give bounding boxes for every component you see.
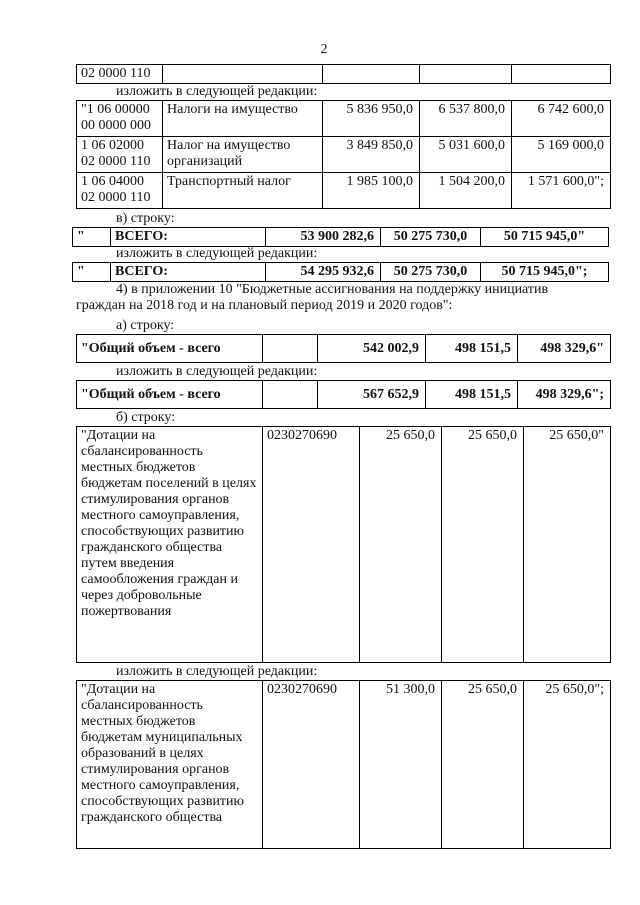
paragraph-line: 4) в приложении 10 "Бюджетные ассигнования на поддержку инициатив [116,282,549,297]
table-row: "1 06 00000 00 0000 000 Налоги на имущество 5 836 950,0 6 537 800,0 6 742 600,0 [77,101,611,137]
instruction-text: изложить в следующей редакции: [116,364,318,379]
table-subsidies-new [76,680,611,849]
table-subsidies-old [76,426,611,663]
table-row: "Дотации на сбалансированность местных бюджетов бюджетам поселений в целях стимулирования органов местного самоуправления, способствующих развитию гражданского общества путем введения самообложения граждан и через добровольные пожертвования 0230270690 25 650,0 25 650,0 25 650,0" [77,427,611,663]
paragraph-line: граждан на 2018 год и на плановый период 2019 и 2020 годов": [76,298,453,313]
table-total-old: " ВСЕГО: 53 900 282,6 50 275 730,0 50 715 945,0" [72,227,609,247]
instruction-text: в) строку: [116,211,175,226]
instruction-text: изложить в следующей редакции: [116,664,318,679]
table-taxes [76,100,611,209]
instruction-text: изложить в следующей редакции: [116,84,318,99]
instruction-text: изложить в следующей редакции: [116,246,318,261]
code-cell: 02 0000 110 [77,65,163,84]
instruction-text: б) строку: [116,410,176,425]
table-general-volume-new: "Общий объем - всего 567 652,9 498 151,5 498 329,6"; [76,380,611,409]
table-top-fragment [76,64,611,84]
table-row: 1 06 04000 02 0000 110 Транспортный налог 1 985 100,0 1 504 200,0 1 571 600,0"; [77,173,611,209]
table-row: "Дотации на сбалансированность местных бюджетов бюджетам муниципальных образований в целях стимулирования органов местного самоуправления, способствующих развитию гражданского общества 0230270690 51 300,0 25 650,0 25 650,0"; [77,681,611,849]
page-number: 2 [320,42,328,57]
table-general-volume-old: "Общий объем - всего 542 002,9 498 151,5 498 329,6" [76,334,611,363]
instruction-text: а) строку: [116,318,175,333]
table-row: 1 06 02000 02 0000 110 Налог на имущество организаций 3 849 850,0 5 031 600,0 5 169 000,0 [77,137,611,173]
table-total-new: " ВСЕГО: 54 295 932,6 50 275 730,0 50 715 945,0"; [72,262,609,282]
